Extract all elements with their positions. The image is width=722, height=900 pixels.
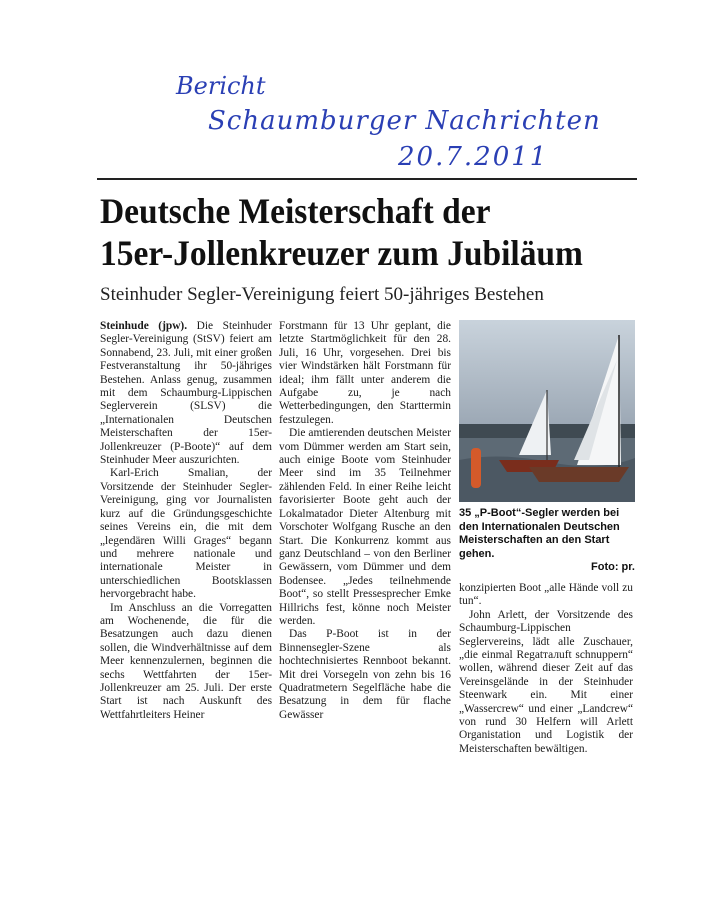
paragraph [100, 320, 272, 467]
paragraph: Forstmann für 13 Uhr geplant, die letzte Startmöglichkeit für den 28. Juli, 16 Uhr, vorgesehen. Drei bis vier Windstärken hält Forstmann für ideal; ihm fällt unter anderem die Aufgabe zu, je nach Wetterbedingungen, den Starttermin festzulegen. [279, 320, 451, 426]
paragraph: Im Anschluss an die Vorregatten am Wochenende, die für die Besatzungen auch dazu dienen sollen, die Windverhältnisse auf dem Meer kennenzulernen, beginnen die sechs Wettfahrten der 15er-Jollenkreuzer am 25. Juli. Der erste Start ist nach Auskunft des Wettfahrtleiters Heiner [100, 601, 272, 721]
paragraph: konzipierten Boot „alle Hände voll zu tun“. [459, 582, 633, 608]
photo-caption [459, 507, 635, 575]
paragraph: John Arlett, der Vorsitzende des Schaumburg-Lippischen Seglervereins, lädt alle Zuschauer, „die einmal Regatталuft schnuppern“ wollen, während dieser Zeit auf das Vereinsgelände in der Steinhuder Steenwark ein. Mit einer „Wassercrew“ und einer „Landcrew“ von rund 30 Helfern will Arlett Organistation und Logistik der Meisterschaften bewältigen. [459, 608, 633, 755]
sailboat-photo-illustration [459, 320, 635, 502]
handwritten-newspaper-name: Schaumburger Nachrichten [208, 106, 601, 136]
headline-line-2: 15er-Jollenkreuzer zum Jubiläum [100, 233, 583, 273]
headline-line-1: Deutsche Meisterschaft der [100, 191, 491, 231]
handwritten-report-label: Bericht [176, 72, 266, 100]
article-column-1 [100, 320, 272, 722]
handwritten-date: 20.7.2011 [398, 142, 549, 172]
paragraph-text: Die Steinhuder Segler-Vereinigung (StSV) feiert am Sonnabend, 23. Juli, mit einer großen Festveranstaltung ihr 50-jähriges Bestehen. Anlass genug, zusammen mit dem Schaumburg-Lippischen Seglerverein (SLSV) die „Internationalen Deutschen Meisterschaften der 15er-Jollenkreuzer (P-Boote)“ auf dem Steinhuder Meer auszurichten. [100, 320, 272, 467]
article-column-2 [279, 320, 451, 722]
article-column-3 [459, 582, 633, 756]
photo-credit: Foto: pr. [591, 561, 635, 573]
dateline: Steinhude (jpw). [100, 320, 188, 332]
paragraph: Karl-Erich Smalian, der Vorsitzende der Steinhuder Segler-Vereinigung, ging vor Journalisten kurz auf die Gründungsgeschichte seines Vereins ein, die mit dem „legendären Willi Grages“ begann und mehrere nationale und internationale Meister in unterschiedlichen Bootsklassen hervorgebracht habe. [100, 467, 272, 601]
paragraph: Die amtierenden deutschen Meister vom Dümmer werden am Start sein, auch einige Boote vom Steinhuder Meer sind im 35 Teilnehmer zählenden Feld. In einer Reihe leicht favorisierter Boote geht auch der Lokalmatador Dieter Altenburg mit Vorschoter Wolfgang Rusche an den Start. Die Konkurrenz kommt aus ganz Deutschland – von den Berliner Gewässern, vom Dümmer und dem Bodensee. „Jedes teilnehmende Boot“, so stellt Pressesprecher Emke Hillrichs fest, könne noch Meister werden. [279, 427, 451, 627]
paragraph: Das P-Boot ist in der Binnensegler-Szene als hochtechnisiertes Rennboot bekannt. Mit drei Vorsegeln von zehn bis 16 Quadratmetern Segelfläche habe die Besatzung in dem für flache Gewässer [279, 628, 451, 721]
sailboat-photo [459, 320, 635, 502]
headline [100, 190, 602, 274]
subheadline: Steinhuder Segler-Vereinigung feiert 50-jähriges Bestehen [100, 284, 544, 305]
caption-text: 35 „P-Boot“-Segler werden bei den Internationalen Deutschen Meisterschaften an den Start gehen. [459, 507, 620, 560]
top-rule [97, 178, 637, 180]
